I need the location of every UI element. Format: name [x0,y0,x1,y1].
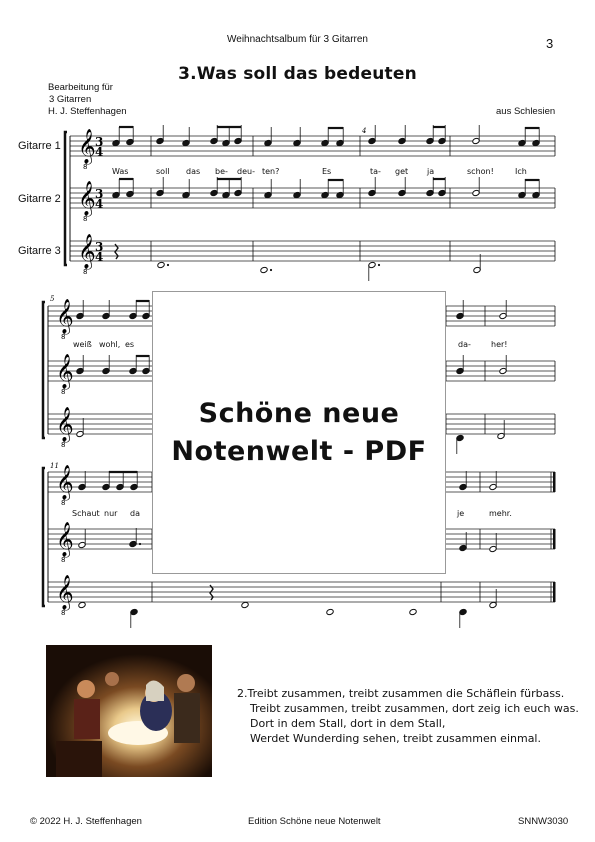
lyric-syllable: da- [458,340,471,349]
lyric-syllable: get [395,167,409,176]
treble-clef-icon: 𝄞 [78,181,96,216]
lyric-syllable: es [125,340,135,349]
watermark-line-2: Notenwelt - PDF [171,435,427,467]
page-number: 3 [546,36,554,51]
lyric-syllable: je [457,509,465,518]
book-title: Weihnachtsalbum für 3 Gitarren [227,34,368,45]
time-signature-bottom: 4 [95,197,104,211]
watermark-line-1: Schöne neue [198,397,400,429]
note-dot [167,264,169,266]
lyric-syllable: be- [215,167,228,176]
lyric-syllable: soll [156,167,170,176]
lyric-syllable: Schaut [72,509,100,518]
final-barline-thick [553,472,556,492]
treble-clef-icon: 𝄞 [56,354,74,389]
note-head [409,608,417,615]
verse-line-2: Treibt zusammen, treibt zusammen, dort zeig ich euch was. [250,702,579,715]
lyric-syllable: ten? [262,167,280,176]
arranger-line-2: 3 Gitarren [49,94,92,105]
octave-8-marker: 8 [83,215,88,223]
final-barline-thick [553,582,556,602]
octave-8-marker: 8 [61,609,66,617]
octave-8-marker: 8 [61,388,66,396]
footer-edition: Edition Schöne neue Notenwelt [248,816,381,827]
lyric-syllable: mehr. [489,509,512,518]
note-head [260,266,268,273]
lyric-syllable: ta- [370,167,381,176]
octave-8-marker: 8 [83,268,88,276]
measure-number: 11 [50,462,59,470]
footer-code: SNNW3030 [518,816,569,827]
nativity-image [46,645,212,777]
lyric-syllable: das [186,167,201,176]
lyric-syllable: schon! [467,167,494,176]
system-bracket [65,132,67,265]
footer-copyright: © 2022 H. J. Steffenhagen [30,816,142,827]
octave-8-marker: 8 [61,499,66,507]
lyric-syllable: da [130,509,140,518]
note-head [157,261,165,268]
piece-title: 3.Was soll das bedeuten [178,64,417,84]
treble-clef-icon: 𝄞 [56,522,74,557]
time-signature-top: 3 [95,240,104,254]
octave-8-marker: 8 [83,163,88,171]
treble-clef-icon: 𝄞 [78,129,96,164]
note-dot [270,269,272,271]
instrument-label-gitarre-2: Gitarre 2 [18,193,61,205]
time-signature-top: 3 [95,187,104,201]
time-signature-bottom: 4 [95,250,104,264]
octave-8-marker: 8 [61,441,66,449]
octave-8-marker: 8 [61,333,66,341]
measure-number: 4 [362,127,367,135]
treble-clef-icon: 𝄞 [56,465,74,500]
treble-clef-icon: 𝄞 [56,299,74,334]
origin-label: aus Schlesien [496,106,556,117]
preview-watermark [152,291,446,574]
lyric-syllable: her! [491,340,508,349]
note-head [241,601,249,608]
lyric-syllable: ja [427,167,435,176]
time-signature-top: 3 [95,135,104,149]
verse-2 [237,686,579,746]
measure-number: 5 [50,295,55,303]
note-head [78,601,86,608]
lyric-syllable: Was [112,167,129,176]
time-signature-bottom: 4 [95,145,104,159]
treble-clef-icon: 𝄞 [78,234,96,269]
lyric-syllable: Es [322,167,332,176]
final-barline-thick [553,529,556,549]
system-bracket [43,468,45,606]
octave-8-marker: 8 [61,556,66,564]
system-bracket [43,302,45,438]
note-dot [378,264,380,266]
verse-line-4: Werdet Wunderding sehen, treibt zusammen einmal. [250,732,541,745]
verse-line-1: 2.Treibt zusammen, treibt zusammen die Schäflein fürbass. [237,687,565,700]
note-dot [139,543,141,545]
note-head [326,608,334,615]
lyric-syllable: wohl, [99,340,121,349]
instrument-label-gitarre-1: Gitarre 1 [18,140,61,152]
lyric-syllable: deu- [237,167,255,176]
instrument-label-gitarre-3: Gitarre 3 [18,245,61,257]
treble-clef-icon: 𝄞 [56,407,74,442]
arranger-line-3: H. J. Steffenhagen [48,106,127,117]
lyric-syllable: Ich [515,167,527,176]
arranger-line-1: Bearbeitung für [48,82,113,93]
lyric-syllable: weiß [73,340,92,349]
lyric-syllable: nur [104,509,118,518]
verse-line-3: Dort in dem Stall, dort in dem Stall, [250,717,446,730]
treble-clef-icon: 𝄞 [56,575,74,610]
